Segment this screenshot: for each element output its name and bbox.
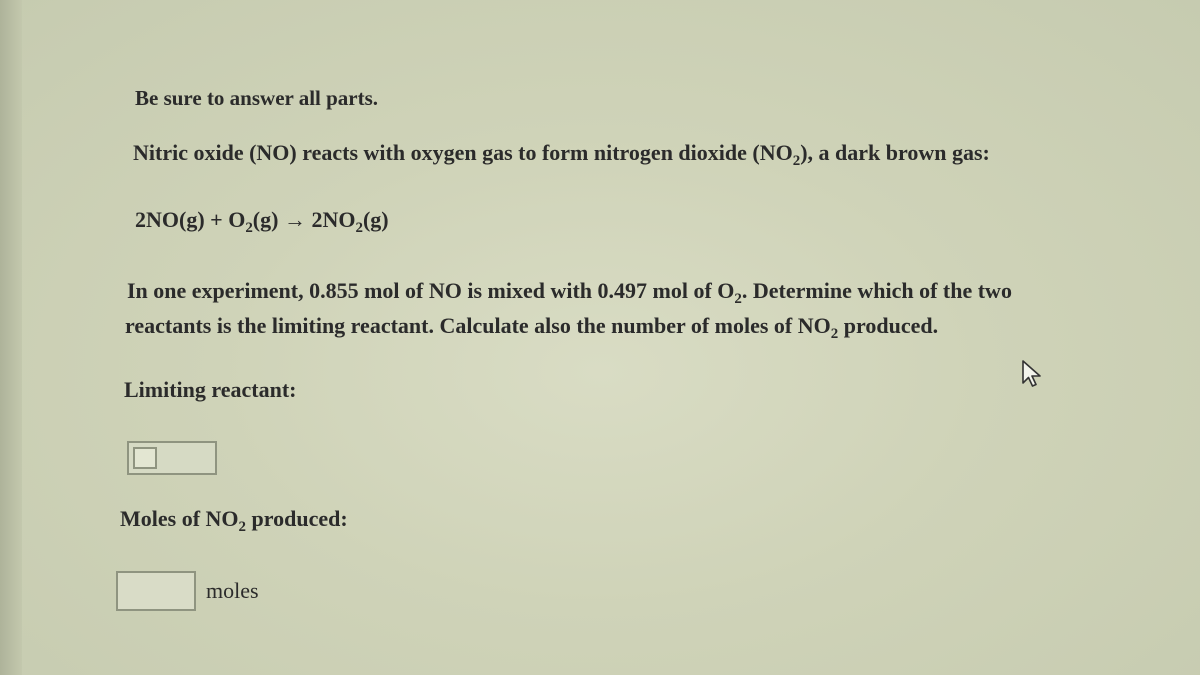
question-text-part: In one experiment, 0.855 mol of NO is mixed with 0.497 mol of O [127, 278, 735, 303]
question-text-part: reactants is the limiting reactant. Calculate also the number of moles of NO [125, 313, 831, 338]
limiting-reactant-select[interactable] [127, 441, 217, 475]
mouse-pointer-icon [1021, 359, 1043, 389]
subscript: 2 [355, 220, 363, 237]
moles-unit-label: moles [206, 578, 259, 603]
equation-part: 2NO(g) + O [135, 207, 246, 232]
subscript: 2 [830, 326, 839, 343]
moles-input[interactable] [116, 571, 196, 611]
moles-label-part: Moles of NO [120, 506, 239, 531]
subscript: 2 [238, 519, 247, 536]
window-edge [0, 0, 22, 675]
question-text-part: produced. [838, 313, 939, 338]
intro-text-part: ), a dark brown gas: [800, 140, 990, 165]
limiting-reactant-label: Limiting reactant: [124, 377, 297, 402]
question-line-2 [125, 313, 939, 343]
equation-part: (g) [362, 207, 389, 232]
intro-text [133, 140, 990, 170]
subscript: 2 [734, 291, 742, 308]
chemical-equation [135, 207, 389, 237]
select-checkbox[interactable] [133, 447, 157, 469]
intro-text-part: Nitric oxide (NO) reacts with oxygen gas to form nitrogen dioxide (NO [133, 140, 793, 165]
subscript: 2 [792, 153, 801, 170]
question-line-1 [127, 278, 1012, 308]
subscript: 2 [245, 220, 253, 237]
instruction-text: Be sure to answer all parts. [135, 86, 379, 110]
equation-part: (g) → 2NO [252, 207, 356, 232]
moles-produced-label [120, 506, 348, 536]
moles-label-part: produced: [246, 506, 348, 531]
question-text-part: . Determine which of the two [741, 278, 1012, 303]
